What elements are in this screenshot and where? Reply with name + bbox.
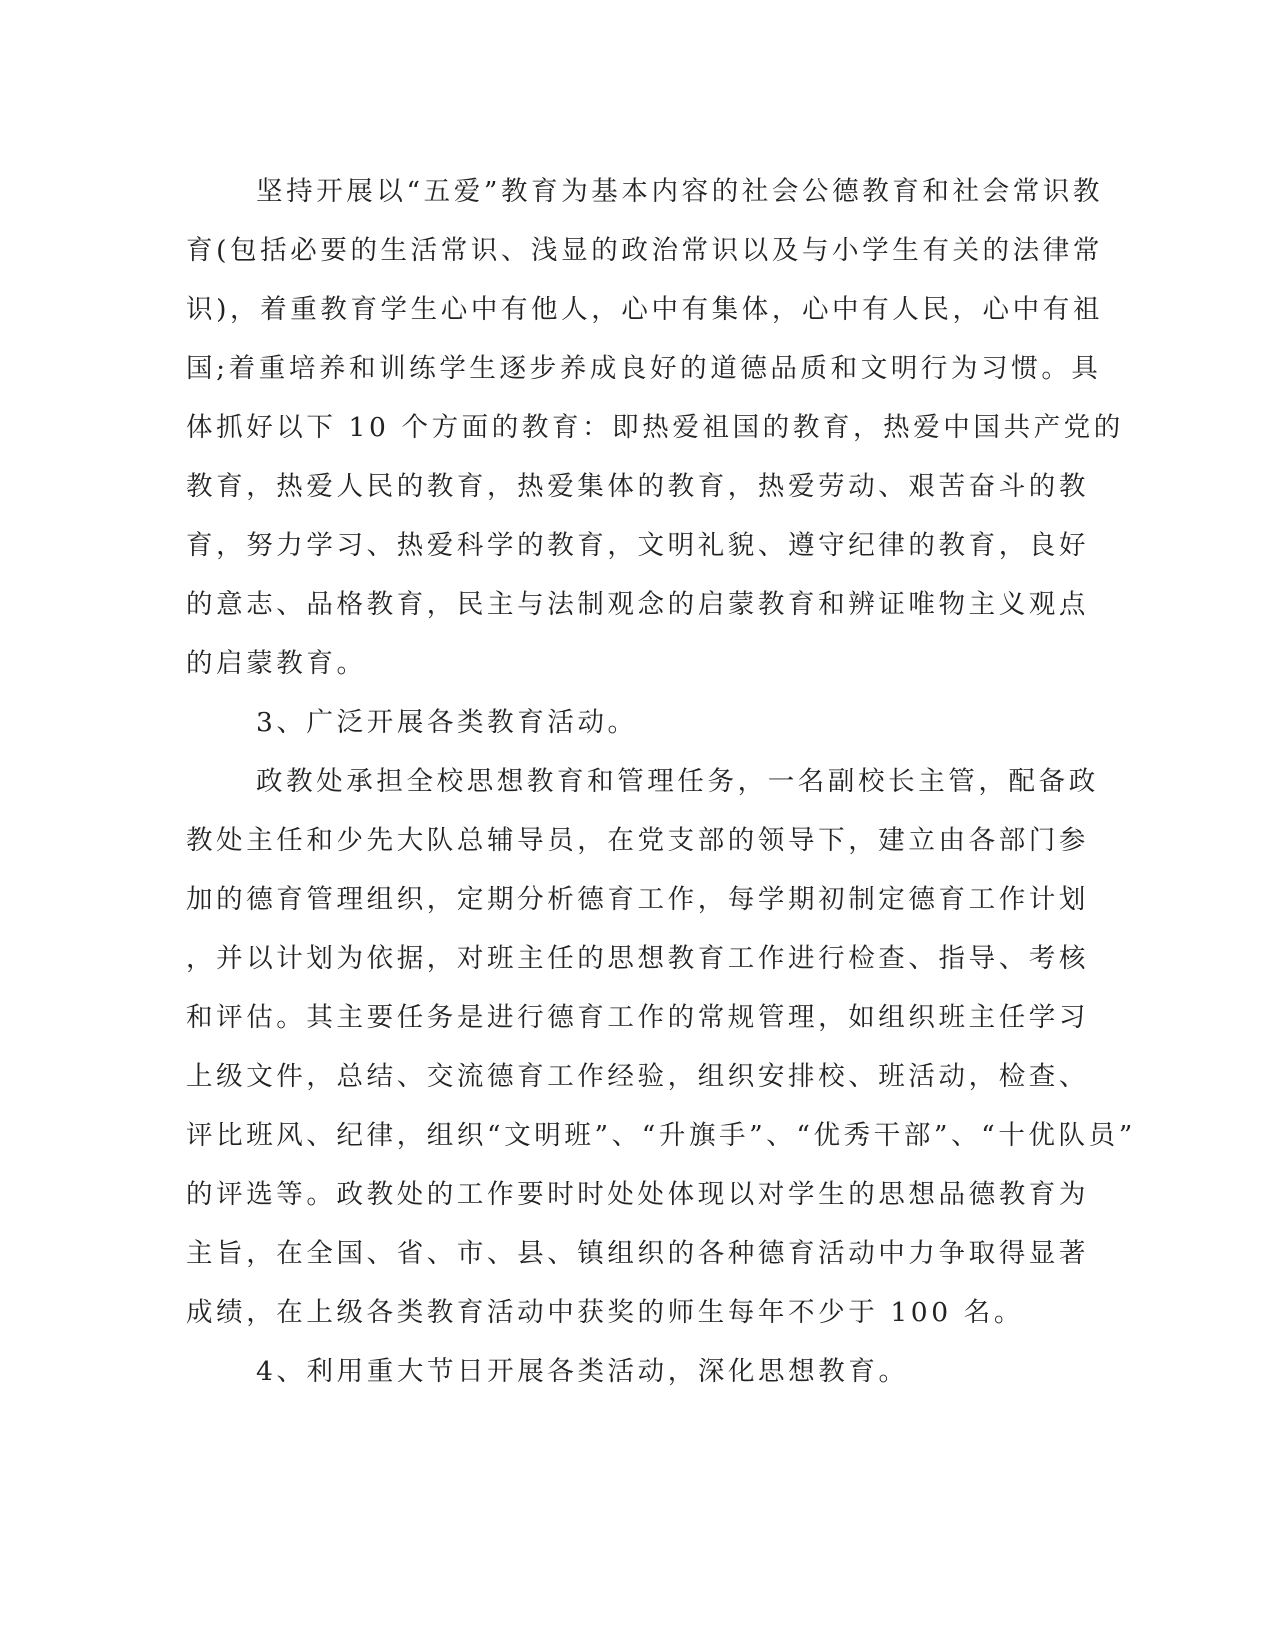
body-text	[186, 162, 1136, 1401]
paragraph-1-line-8: 的意志、品格教育，民主与法制观念的启蒙教育和辨证唯物主义观点	[186, 589, 1089, 620]
paragraph-2-line-5: 和评估。其主要任务是进行德育工作的常规管理，如组织班主任学习	[186, 1002, 1089, 1033]
paragraph-1-line-7: 育，努力学习、热爱科学的教育，文明礼貌、遵守纪律的教育，良好	[186, 530, 1089, 561]
paragraph-2-line-3: 加的德育管理组织，定期分析德育工作，每学期初制定德育工作计划	[186, 884, 1089, 915]
paragraph-1-line-3: 识)，着重教育学生心中有他人，心中有集体，心中有人民，心中有祖	[186, 294, 1103, 325]
paragraph-1-line-5: 体抓好以下 10 个方面的教育：即热爱祖国的教育，热爱中国共产党的	[186, 412, 1124, 443]
paragraph-2-line-9: 主旨，在全国、省、市、县、镇组织的各种德育活动中力争取得显著	[186, 1238, 1089, 1269]
section-heading-3: 3、广泛开展各类教育活动。	[256, 707, 638, 738]
section-heading-4: 4、利用重大节日开展各类活动，深化思想教育。	[256, 1356, 909, 1387]
paragraph-1-line-6: 教育，热爱人民的教育，热爱集体的教育，热爱劳动、艰苦奋斗的教	[186, 471, 1089, 502]
paragraph-1-line-2: 育(包括必要的生活常识、浅显的政治常识以及与小学生有关的法律常	[186, 235, 1103, 266]
paragraph-2-line-10: 成绩，在上级各类教育活动中获奖的师生每年不少于 100 名。	[186, 1297, 1024, 1328]
paragraph-2-line-7: 评比班风、纪律，组织“文明班”、“升旗手”、“优秀干部”、“十优队员”	[186, 1120, 1136, 1151]
paragraph-2-line-4: ，并以计划为依据，对班主任的思想教育工作进行检查、指导、考核	[186, 943, 1089, 974]
paragraph-2-line-1: 政教处承担全校思想教育和管理任务，一名副校长主管，配备政	[256, 766, 1099, 797]
paragraph-2-line-6: 上级文件，总结、交流德育工作经验，组织安排校、班活动，检查、	[186, 1061, 1089, 1092]
paragraph-1-line-9: 的启蒙教育。	[186, 648, 367, 679]
paragraph-2-line-2: 教处主任和少先大队总辅导员，在党支部的领导下，建立由各部门参	[186, 825, 1089, 856]
paragraph-1-line-4: 国;着重培养和训练学生逐步养成良好的道德品质和文明行为习惯。具	[186, 353, 1102, 384]
paragraph-2-line-8: 的评选等。政教处的工作要时时处处体现以对学生的思想品德教育为	[186, 1179, 1089, 1210]
paragraph-1-line-1: 坚持开展以“五爱”教育为基本内容的社会公德教育和社会常识教	[256, 176, 1103, 207]
